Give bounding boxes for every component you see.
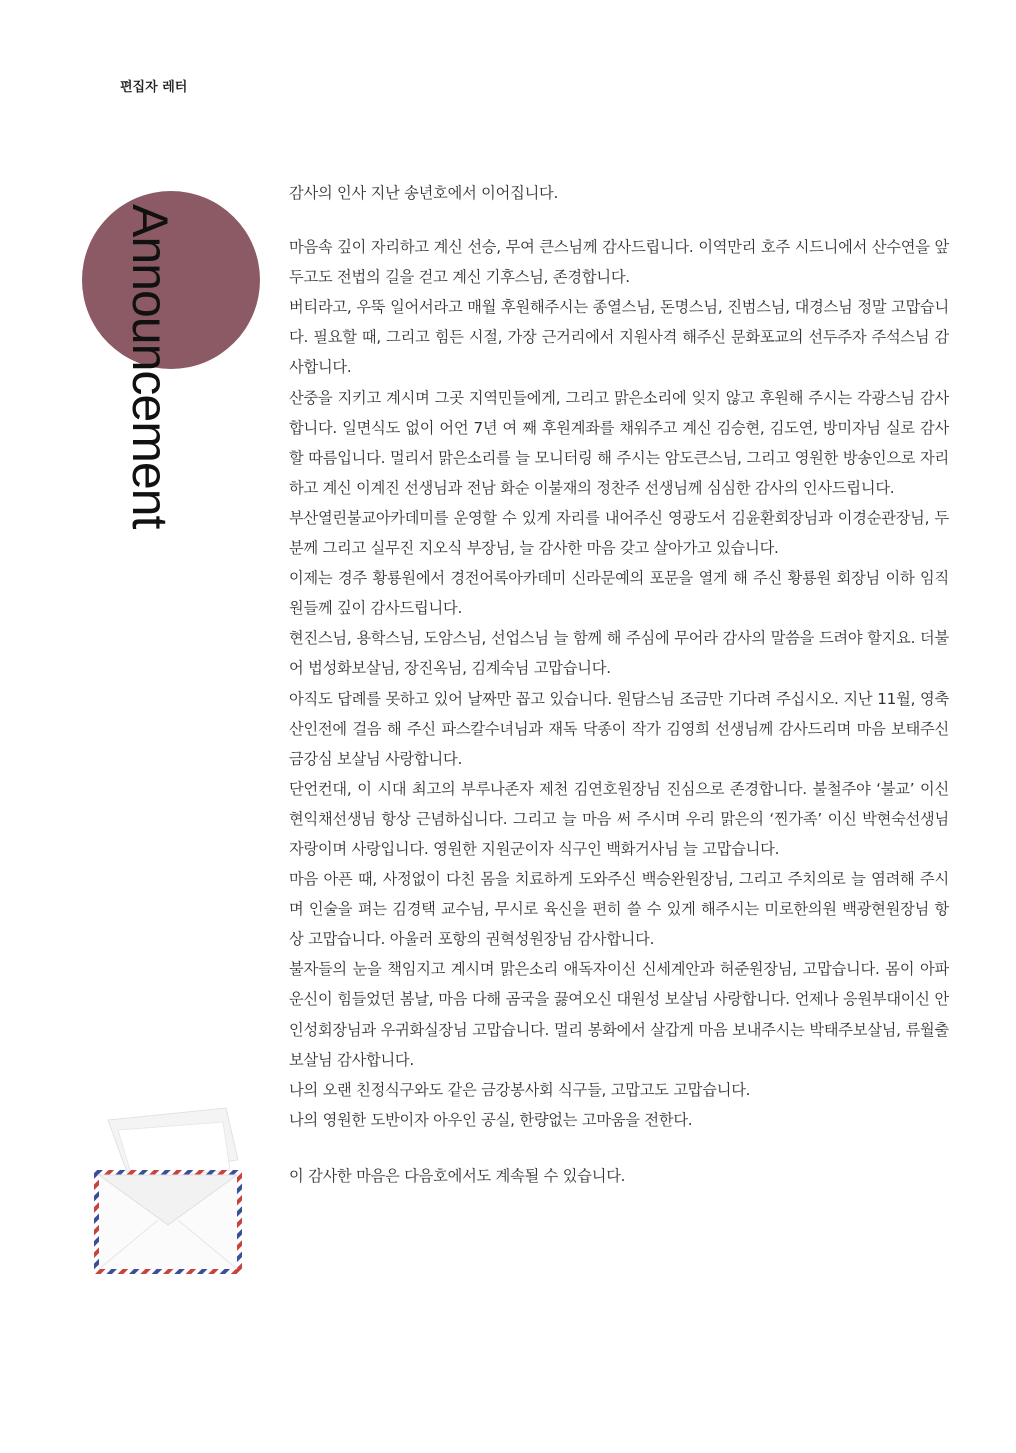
letter-paragraph: 단언컨대, 이 시대 최고의 부루나존자 제천 김연호원장님 진심으로 존경합니다. 불철주야 ‘불교’ 이신 현익채선생님 항상 근념하십니다. 그리고 늘 마음 써 주시며 우리 맑은의 ‘찐가족’ 이신 박현숙선생님 자랑이며 사랑입니다. 영원한 지원군이자 식구인 백화거사님 늘 고맙습니다. <box>289 779 949 858</box>
letter-paragraph: 아직도 답례를 못하고 있어 날짜만 꼽고 있습니다. 원담스님 조금만 기다려 주십시오. 지난 11월, 영축산인전에 걸음 해 주신 파스칼수녀님과 재독 닥종이 작가 김영희 선생님께 감사드리며 마음 보태주신 금강심 보살님 사랑합니다. <box>289 689 949 768</box>
letter-paragraph: 불자들의 눈을 책임지고 계시며 맑은소리 애독자이신 신세계안과 허준원장님, 고맙습니다. 몸이 아파 운신이 힘들었던 봄날, 마음 다해 곰국을 끓여오신 대원성 보살님 사랑합니다. 언제나 응원부대이신 안인성회장님과 우귀화실장님 고맙습니다. 멀리 봉화에서 살갑게 마음 보내주시는 박태주보살님, 류월출 보살님 감사합니다. <box>289 960 949 1069</box>
letter-paragraph: 현진스님, 용학스님, 도암스님, 선업스님 늘 함께 해 주심에 무어라 감사의 말씀을 드려야 할지요. 더불어 법성화보살님, 장진옥님, 김계숙님 고맙습니다. <box>289 629 949 678</box>
letter-paragraph: 버티라고, 우뚝 일어서라고 매월 후원해주시는 종열스님, 돈명스님, 진범스님, 대경스님 정말 고맙습니다. 필요할 때, 그리고 힘든 시절, 가장 근거리에서 지원사격 해주신 문화포교의 선두주자 주석스님 감사합니다. <box>289 298 949 377</box>
section-label: 편집자 레터 <box>120 80 188 95</box>
side-title: Announcement <box>122 204 178 529</box>
letter-paragraph: 부산열린불교아카데미를 운영할 수 있게 자리를 내어주신 영광도서 김윤환회장님과 이경순관장님, 두 분께 그리고 실무진 지오식 부장님, 늘 감사한 마음 갖고 살아가고 있습니다. <box>289 508 949 558</box>
letter-paragraph: 나의 오랜 친정식구와도 같은 금강봉사회 식구들, 고맙고도 고맙습니다. <box>289 1080 751 1099</box>
letter-paragraph: 산중을 지키고 계시며 그곳 지역민들에게, 그리고 맑은소리에 잊지 않고 후원해 주시는 각광스님 감사합니다. 일면식도 없이 어언 7년 여 째 후원계좌를 채워주고 계신 김승현, 김도연, 방미자님 실로 감사할 따름입니다. 멀리서 맑은소리를 늘 모니터링 해 주시는 암도큰스님, 그리고 영원한 방송인으로 자리하고 계신 이계진 선생님과 전남 화순 이불재의 정찬주 선생님께 심심한 감사의 인사드립니다. <box>289 388 949 497</box>
envelope-illustration <box>88 1100 248 1280</box>
letter-paragraph: 마음 아픈 때, 사정없이 다친 몸을 치료하게 도와주신 백승완원장님, 그리고 주치의로 늘 염려해 주시며 인술을 펴는 김경택 교수님, 무시로 육신을 편히 쓸 수 있게 해주시는 미로한의원 백광현원장님 항상 고맙습니다. 아울러 포항의 권혁성원장님 감사합니다. <box>289 870 949 949</box>
letter-paragraph: 나의 영원한 도반이자 아우인 공실, 한량없는 고마움을 전한다. <box>289 1110 693 1129</box>
letter-intro: 감사의 인사 지난 송년호에서 이어집니다. <box>289 184 559 202</box>
letter-paragraph: 이제는 경주 황룡원에서 경전어록아카데미 신라문예의 포문을 열게 해 주신 황룡원 회장님 이하 임직원들께 깊이 감사드립니다. <box>289 569 949 618</box>
letter-outro: 이 감사한 마음은 다음호에서도 계속될 수 있습니다. <box>289 1166 626 1185</box>
letter-paragraph: 마음속 깊이 자리하고 계신 선승, 무여 큰스님께 감사드립니다. 이역만리 호주 시드니에서 산수연을 앞두고도 전법의 길을 걷고 계신 기후스님, 존경합니다. <box>289 238 949 287</box>
letter-body <box>289 178 949 1191</box>
